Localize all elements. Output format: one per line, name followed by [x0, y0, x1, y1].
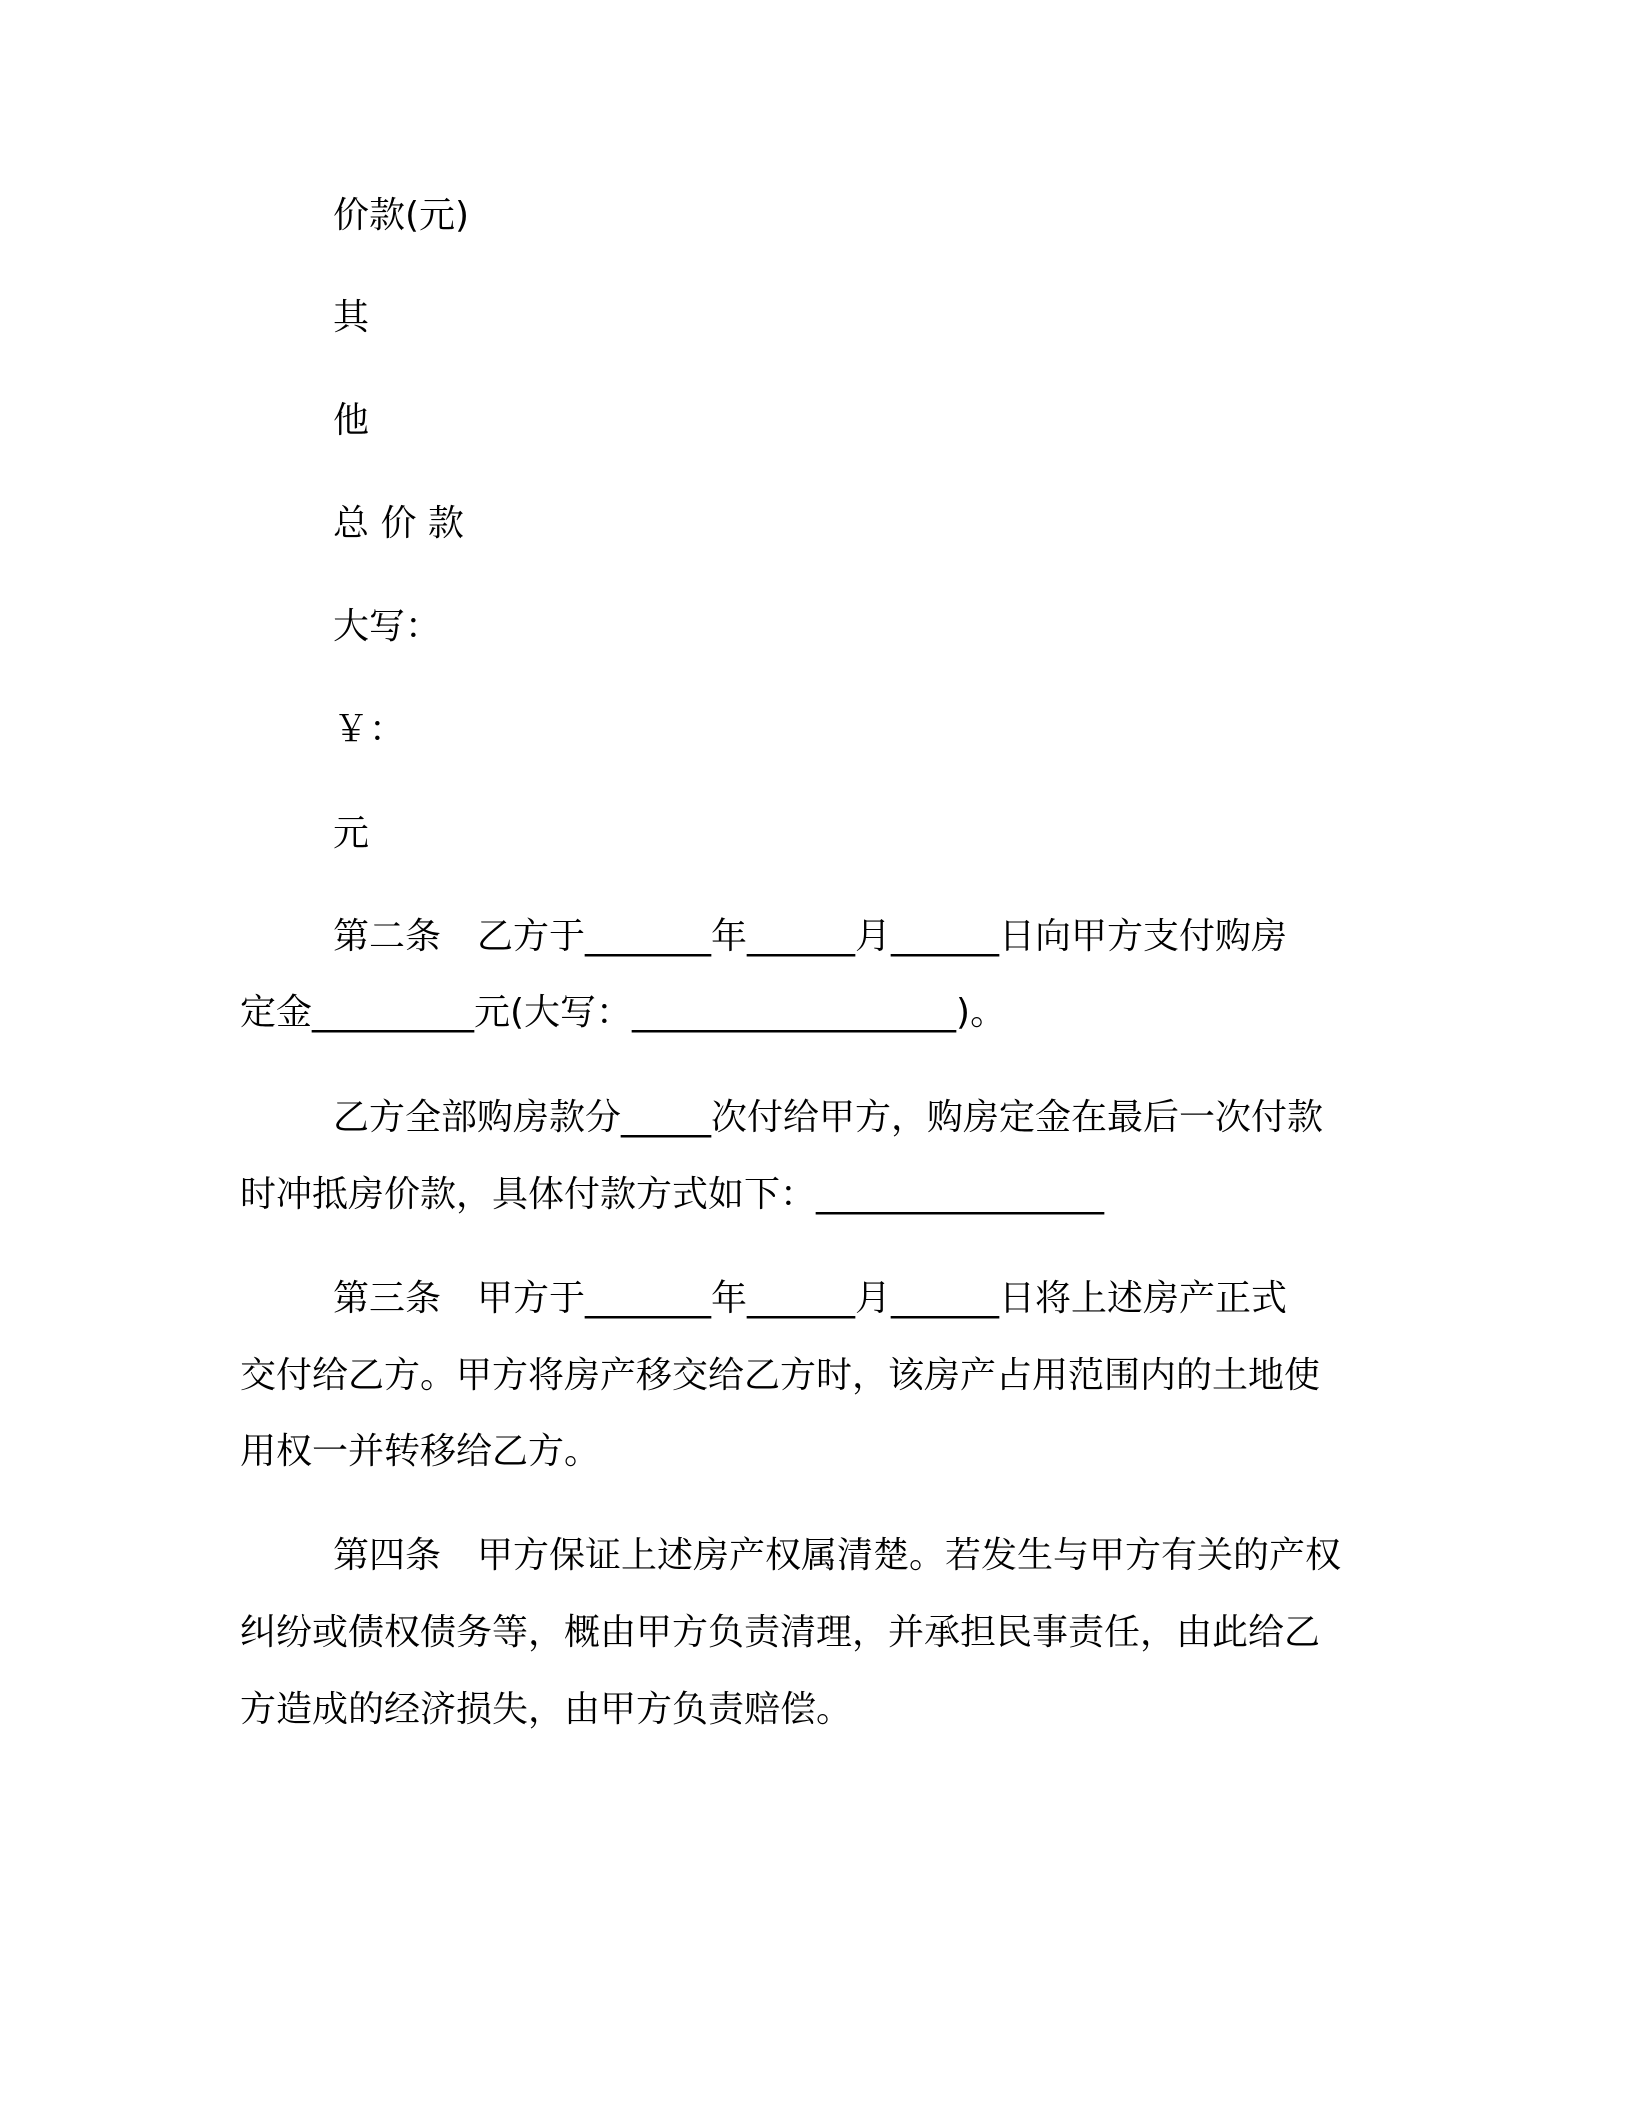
article-4-line-1: 第四条 甲方保证上述房产权属清楚。若发生与甲方有关的产权 — [333, 1535, 1342, 1576]
label-total-price: 总 价 款 — [333, 503, 464, 544]
payment-line-1: 乙方全部购房款分_____次付给甲方，购房定金在最后一次付款 — [333, 1097, 1324, 1138]
label-yuan: 元 — [333, 813, 370, 854]
article-3-line-1: 第三条 甲方于_______年______月______日将上述房产正式 — [333, 1278, 1288, 1319]
article-2-line-2: 定金_________元(大写：__________________)。 — [240, 992, 1007, 1033]
article-4-line-2: 纠纷或债权债务等，概由甲方负责清理，并承担民事责任，由此给乙 — [240, 1612, 1321, 1653]
article-3-line-3: 用权一并转移给乙方。 — [240, 1431, 601, 1472]
label-yuan-symbol: ￥： — [333, 709, 406, 750]
payment-line-2: 时冲抵房价款，具体付款方式如下：________________ — [240, 1174, 1105, 1215]
label-uppercase: 大写： — [333, 606, 442, 647]
label-other-2: 他 — [333, 400, 370, 441]
article-4-line-3: 方造成的经济损失，由甲方负责赔偿。 — [240, 1689, 853, 1730]
article-2-line-1: 第二条 乙方于_______年______月______日向甲方支付购房 — [333, 916, 1288, 957]
article-3-line-2: 交付给乙方。甲方将房产移交给乙方时，该房产占用范围内的土地使 — [240, 1355, 1321, 1396]
label-other-1: 其 — [333, 297, 370, 338]
label-price: 价款(元) — [333, 195, 470, 236]
